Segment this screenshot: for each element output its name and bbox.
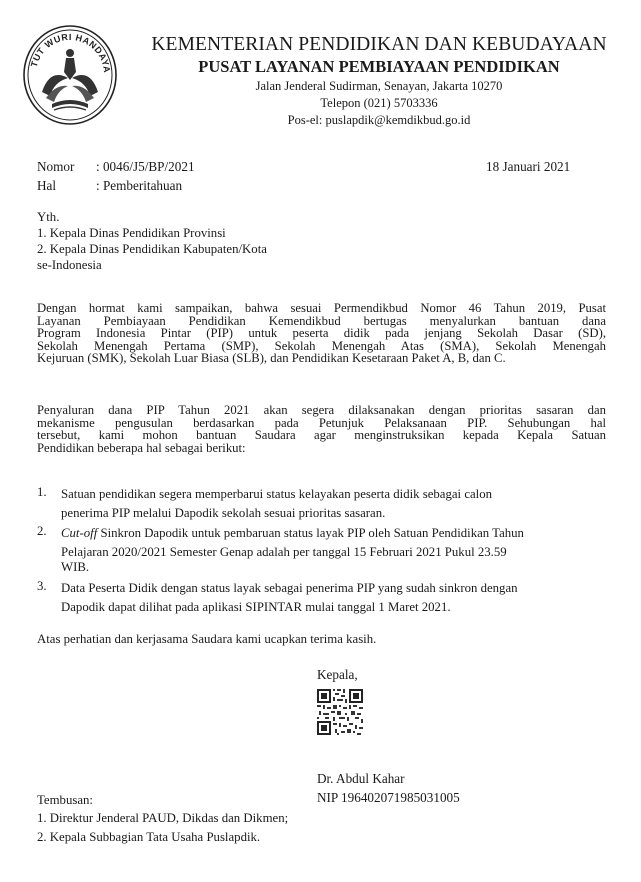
list-item-2 xyxy=(61,524,606,577)
paragraph-line: Program Indonesia Pintar (PIP) untuk peserta didik pada jenjang Sekolah Dasar (SD), xyxy=(37,326,606,341)
hal-label: Hal xyxy=(37,178,57,193)
list-line: Data Peserta Didik dengan status layak sebagai penerima PIP yang sudah sinkron dengan xyxy=(61,581,518,595)
list-line: WIB. xyxy=(61,560,90,574)
tembusan-item: 2. Kepala Subbagian Tata Usaha Puslapdik. xyxy=(37,830,261,844)
paragraph-line: Dengan hormat kami sampaikan, bahwa sesuai Permendikbud Nomor 46 Tahun 2019, Pusat xyxy=(37,301,606,315)
paragraph-line: mekanisme pengusulan berdasarkan pada Petunjuk Pelaksanaan PIP. Sehubungan hal xyxy=(37,415,606,430)
logo-ring-text: TUT WURI HANDAYA xyxy=(28,31,113,74)
paragraph-line: Pendidikan beberapa hal sebagai berikut: xyxy=(37,440,246,455)
signatory-nip: NIP 196402071985031005 xyxy=(317,790,460,805)
list-line: Pelajaran 2020/2021 Semester Genap adalah per tanggal 15 Februari 2021 Pukul 23.59 xyxy=(61,544,507,559)
nomor-value: : 0046/J5/BP/2021 xyxy=(96,159,195,174)
signatory-name: Dr. Abdul Kahar xyxy=(317,771,405,786)
list-number: 2. xyxy=(37,524,47,538)
list-line xyxy=(61,524,606,543)
address: Jalan Jenderal Sudirman, Senayan, Jakarta 10270 xyxy=(255,79,503,93)
hal-value: : Pemberitahuan xyxy=(96,178,183,193)
list-line: Dapodik dapat dilihat pada aplikasi SIPINTAR mulai tanggal 1 Maret 2021. xyxy=(61,599,451,614)
recipients-yth: Yth. xyxy=(37,210,60,224)
paragraph-line: Kejuruan (SMK), Sekolah Luar Biasa (SLB), dan Pendidikan Kesetaraan Paket A, B, dan C. xyxy=(37,351,506,366)
nomor-label: Nomor xyxy=(37,159,75,174)
list-line: Satuan pendidikan segera memperbarui status kelayakan peserta didik sebagai calon xyxy=(61,487,493,501)
phone: Telepon (021) 5703336 xyxy=(320,96,438,110)
recipient-item: 1. Kepala Dinas Pendidikan Provinsi xyxy=(37,226,226,240)
ministry-logo xyxy=(20,22,120,128)
unit-name: PUSAT LAYANAN PEMBIAYAAN PENDIDIKAN xyxy=(198,57,560,76)
tembusan-item: 1. Direktur Jenderal PAUD, Dikdas dan Dikmen; xyxy=(37,811,289,825)
paragraph-line: Sekolah Menengah Pertama (SMP), Sekolah Menengah Atas (SMA), Sekolah Menengah xyxy=(37,338,606,353)
letterhead xyxy=(130,34,628,129)
letter-date: 18 Januari 2021 xyxy=(486,159,571,174)
list-line: penerima PIP melalui Dapodik sekolah sesuai prioritas sasaran. xyxy=(61,505,386,520)
paragraph-line: Penyaluran dana PIP Tahun 2021 akan segera dilaksanakan dengan prioritas sasaran dan xyxy=(37,403,606,417)
list-number: 3. xyxy=(37,579,47,593)
list-line-rest: Sinkron Dapodik untuk pembaruan status layak PIP oleh Satuan Pendidikan Tahun xyxy=(97,526,524,540)
recipient-item: 2. Kepala Dinas Pendidikan Kabupaten/Kota xyxy=(37,242,267,256)
tut-wuri-handayani-emblem-icon xyxy=(20,22,120,128)
paragraph-1 xyxy=(37,302,606,365)
paragraph-2 xyxy=(37,404,606,454)
paragraph-line: tersebut, kami mohon bantuan Saudara agar menginstruksikan kepada Kepala Satuan xyxy=(37,428,606,443)
email: Pos-el: puslapdik@kemdikbud.go.id xyxy=(287,113,471,127)
recipient-item: se-Indonesia xyxy=(37,258,102,272)
signature-title: Kepala, xyxy=(317,667,358,682)
paragraph-line: Layanan Pembiayaan Pendidikan Kemendikbud bertugas menyalurkan bantuan dana xyxy=(37,313,606,328)
cutoff-italic: Cut-off xyxy=(61,526,98,540)
qr-code-icon xyxy=(317,689,363,735)
list-item-3 xyxy=(61,579,606,616)
ministry-name: KEMENTERIAN PENDIDIKAN DAN KEBUDAYAAN xyxy=(151,34,607,55)
list-number: 1. xyxy=(37,485,47,499)
tembusan-label: Tembusan: xyxy=(37,793,93,807)
closing-sentence: Atas perhatian dan kerjasama Saudara kami ucapkan terima kasih. xyxy=(37,632,377,646)
list-item-1 xyxy=(61,485,606,522)
